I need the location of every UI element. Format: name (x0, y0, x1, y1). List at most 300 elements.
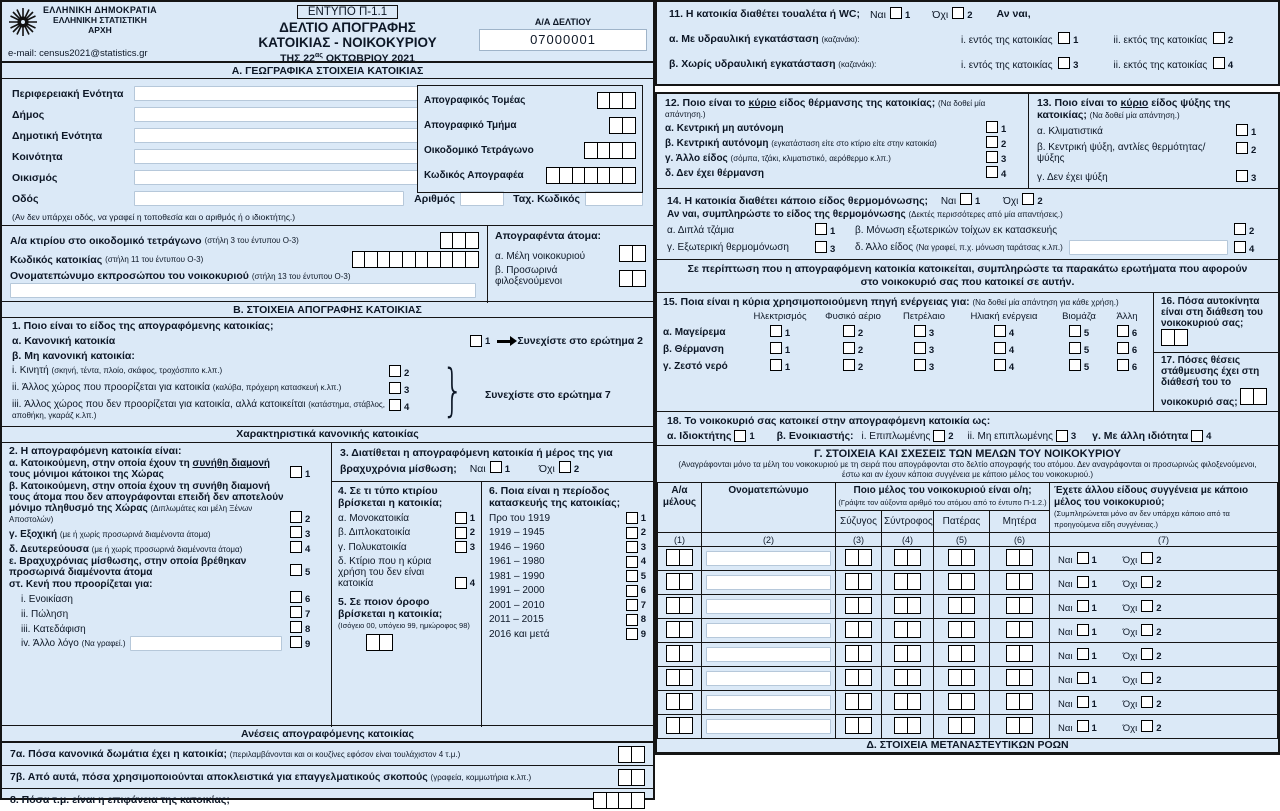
q14-option-c-checkbox[interactable] (815, 241, 827, 253)
member-name-input[interactable] (706, 719, 832, 734)
member-number-boxes[interactable] (666, 717, 693, 734)
other-relation-no-checkbox[interactable] (1141, 696, 1153, 708)
q4-option-a-checkbox[interactable] (455, 512, 467, 524)
energy-row (663, 325, 1147, 339)
section-a-title: Α. ΓΕΩΓΡΑΦΙΚΑ ΣΤΟΙΧΕΙΑ ΚΑΤΟΙΚΙΑΣ (2, 62, 653, 79)
digit-box[interactable] (631, 792, 645, 809)
member-name-input[interactable] (706, 551, 832, 566)
enumerated-persons-box (487, 226, 653, 303)
relation-number-boxes[interactable] (1006, 717, 1033, 734)
q1-item-ii-checkbox[interactable] (389, 382, 401, 394)
q1-item-iii-checkbox[interactable] (389, 399, 401, 411)
energy-checkbox[interactable] (843, 342, 855, 354)
q2-option-b-checkbox[interactable] (290, 511, 302, 523)
building-block-boxes[interactable] (584, 142, 636, 159)
other-relation-yes-checkbox[interactable] (1077, 672, 1089, 684)
dwelling-characteristics (2, 443, 653, 727)
digit-box[interactable] (1174, 329, 1188, 346)
member-number-boxes[interactable] (666, 621, 693, 638)
digit-box[interactable] (858, 549, 872, 566)
form-page-right (655, 0, 1280, 800)
normal-dwelling-subheader: Χαρακτηριστικά κανονικής κατοικίας (2, 426, 653, 443)
q14-option-a-checkbox[interactable] (815, 223, 827, 235)
member-number-boxes[interactable] (666, 693, 693, 710)
energy-checkbox[interactable] (1069, 325, 1081, 337)
q2-option-e-checkbox[interactable] (290, 564, 302, 576)
member-row (658, 691, 1278, 715)
energy-col-label: Άλλη (1116, 311, 1138, 322)
relation-number-boxes[interactable] (845, 549, 872, 566)
q2-st-iv-checkbox[interactable] (290, 636, 302, 648)
question-3 (332, 443, 653, 482)
q3-yes-checkbox[interactable] (490, 461, 502, 473)
digit-box[interactable] (679, 573, 693, 590)
digit-box[interactable] (858, 597, 872, 614)
form-header (2, 2, 653, 65)
energy-checkbox[interactable] (1117, 342, 1129, 354)
other-relation-yes-checkbox[interactable] (1077, 552, 1089, 564)
question-6-title: 6. Ποια είναι η περίοδος κατασκευής της κατοικίας; (489, 484, 621, 510)
option-number: 3 (928, 345, 935, 356)
cars-count-boxes[interactable] (1161, 329, 1188, 346)
q6-period-checkbox[interactable] (626, 585, 638, 597)
digit-box[interactable] (907, 573, 921, 590)
digit-box[interactable] (622, 142, 636, 159)
no-label: Όχι (1122, 650, 1138, 662)
col-number: (2) (702, 533, 836, 547)
household-members-boxes[interactable] (619, 245, 646, 262)
q14-yes-checkbox[interactable] (960, 193, 972, 205)
relation-number-boxes[interactable] (845, 597, 872, 614)
digit-box[interactable] (679, 717, 693, 734)
postal-code-input[interactable] (585, 191, 643, 206)
q2-option-a-checkbox[interactable] (290, 466, 302, 478)
q18-bi-checkbox[interactable] (933, 430, 945, 442)
parking-count-boxes[interactable] (1240, 388, 1267, 405)
q11-no-checkbox[interactable] (952, 7, 964, 19)
member-name-input[interactable] (706, 575, 832, 590)
digit-box[interactable] (907, 621, 921, 638)
yes-label: Ναι (1058, 602, 1073, 614)
no-label: Όχι (1122, 578, 1138, 590)
col-header-member-number: Α/α μέλους (662, 485, 697, 508)
digit-box[interactable] (961, 549, 975, 566)
question-13: 13. Ποιο είναι το κύριο είδος ψύξης της κατοικίας; (Να δοθεί μία απάντηση.) α. Κλιματιστικά 1 β. Κεντρική ψύξη, αντλίες θερμότητας/ψύξης 2 γ. Δεν έχει ψύξη 3 (1037, 97, 1257, 184)
no-label: Όχι (1122, 626, 1138, 638)
serial-number-box[interactable] (479, 29, 647, 51)
digit-box[interactable] (1019, 573, 1033, 590)
q2-st-ii-label: ii. Πώληση (21, 608, 69, 620)
q4-option-d-checkbox[interactable] (455, 577, 467, 589)
digit-box[interactable] (1019, 669, 1033, 686)
option-number: 6 (1131, 328, 1138, 339)
q14-option-d-checkbox[interactable] (1234, 241, 1246, 253)
member-number-boxes[interactable] (666, 669, 693, 686)
energy-checkbox[interactable] (770, 359, 782, 371)
q11-yes-checkbox[interactable] (890, 7, 902, 19)
energy-checkbox[interactable] (1069, 342, 1081, 354)
relation-number-boxes[interactable] (894, 669, 921, 686)
yes-label: Ναι (1058, 554, 1073, 566)
relation-number-boxes[interactable] (845, 621, 872, 638)
q4-option-c-checkbox[interactable] (455, 541, 467, 553)
q2-option-b-label: β. Κατοικούμενη, στην οποία έχουν τη συνήθη διαμονή τους άτομα που δεν απογράφονται επειδή δεν αποτελούν μόνιμο πληθυσμό της Χώρας (9, 480, 284, 514)
relation-number-boxes[interactable] (948, 597, 975, 614)
digit-box[interactable] (907, 669, 921, 686)
digit-box[interactable] (907, 597, 921, 614)
energy-checkbox[interactable] (994, 342, 1006, 354)
q11-bii-checkbox[interactable] (1213, 57, 1225, 69)
q3-no-checkbox[interactable] (559, 461, 571, 473)
member-number-boxes[interactable] (666, 573, 693, 590)
energy-checkbox[interactable] (1069, 359, 1081, 371)
q11-bi-checkbox[interactable] (1058, 57, 1070, 69)
relation-number-boxes[interactable] (894, 621, 921, 638)
digit-box[interactable] (907, 645, 921, 662)
energy-col-label: Ηλεκτρισμός (753, 311, 807, 322)
digit-box[interactable] (679, 693, 693, 710)
form-code: ΕΝΤΥΠΟ Π-1.1 (297, 5, 398, 19)
energy-use-label: β. Θέρμανση (663, 343, 724, 355)
digit-box[interactable] (907, 693, 921, 710)
q4-option-d-label: δ. Κτίριο που η κύρια χρήση του δεν είναι κατοικία (338, 555, 432, 589)
q13-option-a-checkbox[interactable] (1236, 124, 1248, 136)
digit-box[interactable] (858, 717, 872, 734)
amenities-subheader: Ανέσεις απογραφόμενης κατοικίας (2, 725, 653, 742)
digit-box[interactable] (622, 117, 636, 134)
member-row (658, 547, 1278, 571)
other-relation-yes-checkbox[interactable] (1077, 696, 1089, 708)
q2-st-iv-label: iv. Άλλο λόγο (21, 637, 79, 649)
q12-option-a-checkbox[interactable] (986, 121, 998, 133)
member-number-boxes[interactable] (666, 597, 693, 614)
energy-checkbox[interactable] (914, 342, 926, 354)
relation-number-boxes[interactable] (1006, 693, 1033, 710)
q13-option-a-label: α. Κλιματιστικά (1037, 125, 1103, 137)
q18-bii-label: ii. Μη επιπλωμένης (967, 430, 1053, 442)
relation-number-boxes[interactable] (1006, 621, 1033, 638)
question-3-title: 3. Διατίθεται η απογραφόμενη κατοικία ή μέρος της για βραχυχρόνια μίσθωση; (340, 446, 613, 475)
yes-number: 1 (1091, 554, 1097, 566)
relation-number-boxes[interactable] (894, 645, 921, 662)
digit-box[interactable] (961, 693, 975, 710)
option-number: 1 (784, 328, 791, 339)
q6-period-checkbox[interactable] (626, 512, 638, 524)
q4-option-b-checkbox[interactable] (455, 527, 467, 539)
q4-option-a-label: α. Μονοκατοικία (338, 512, 410, 524)
q1-option-b-label: β. Μη κανονική κατοικία: (12, 350, 135, 363)
other-relation-yes-checkbox[interactable] (1077, 624, 1089, 636)
surface-area-boxes[interactable] (593, 792, 645, 809)
q18-bii-checkbox[interactable] (1056, 430, 1068, 442)
q6-period-label: 1961 – 1980 (489, 556, 545, 568)
relation-number-boxes[interactable] (845, 693, 872, 710)
temporary-guests-boxes[interactable] (619, 270, 646, 287)
subcol-father: Πατέρας (934, 511, 990, 533)
serial-value: 07000001 (530, 32, 596, 47)
member-number-boxes[interactable] (666, 549, 693, 566)
q11-bi-label: i. εντός της κατοικίας (961, 60, 1053, 71)
digit-box[interactable] (679, 645, 693, 662)
digit-box[interactable] (961, 717, 975, 734)
q2-other-reason-input[interactable] (130, 636, 282, 651)
temporary-guests-label-line1: β. Προσωρινά (495, 265, 558, 276)
digit-box[interactable] (632, 270, 646, 287)
q18-option-c-checkbox[interactable] (1191, 430, 1203, 442)
q2-st-ii-checkbox[interactable] (290, 606, 302, 618)
digit-box[interactable] (1019, 645, 1033, 662)
relation-number-boxes[interactable] (1006, 573, 1033, 590)
section-b-title: Β. ΣΤΟΙΧΕΙΑ ΑΠΟΓΡΑΦΗΣ ΚΑΤΟΙΚΙΑΣ (2, 301, 653, 318)
relation-number-boxes[interactable] (948, 621, 975, 638)
question-15-title: 15. Ποια είναι η κύρια χρησιμοποιούμενη πηγή ενέργειας για: (663, 296, 970, 308)
other-relation-no-checkbox[interactable] (1141, 672, 1153, 684)
settlement-input[interactable] (134, 170, 418, 185)
member-name-input[interactable] (706, 671, 832, 686)
digit-box[interactable] (1019, 621, 1033, 638)
q1-item-iii-label: iii. Άλλος χώρος που δεν προορίζεται για κατοικία, αλλά κατοικείται (12, 399, 306, 411)
q2-option-c-checkbox[interactable] (290, 526, 302, 538)
q6-period-label: 1981 – 1990 (489, 570, 545, 582)
street-number-input[interactable] (460, 191, 504, 206)
q1-option-a-checkbox[interactable] (470, 335, 482, 347)
q14-option-b-checkbox[interactable] (1234, 223, 1246, 235)
digit-box[interactable] (679, 597, 693, 614)
member-name-input[interactable] (706, 695, 832, 710)
option-number: 6 (1131, 362, 1138, 373)
rooms-count-boxes[interactable] (618, 746, 645, 763)
question-14: 14. Η κατοικία διαθέτει κάποιο είδος θερμομόνωσης; Ναι 1 Όχι 2 Αν ναι, συμπληρώστε το είδος της θερμομόνωσης (Δεκτές περισσότερες από μία απαντήσεις.) α. Διπλά τζάμια 1 β. Μόνωση εξωτερικών τοίχων εκ κατασκευής 2 γ. Εξωτερική θερμομόνωση 3 δ. Άλλο είδος (Να γραφεί, π.χ. μόνωση ταράτσας κ.λπ.) 4 (657, 189, 1278, 260)
energy-checkbox[interactable] (914, 325, 926, 337)
yes-number: 1 (1091, 578, 1097, 590)
digit-box[interactable] (631, 769, 645, 786)
digit-box[interactable] (858, 621, 872, 638)
representative-name-input[interactable] (10, 283, 476, 298)
relation-number-boxes[interactable] (948, 669, 975, 686)
digit-box[interactable] (907, 549, 921, 566)
col-header-name: Ονοματεπώνυμο (728, 485, 809, 496)
q6-period-checkbox[interactable] (626, 541, 638, 553)
relation-number-boxes[interactable] (948, 573, 975, 590)
q2-option-st-label: στ. Κενή που προορίζεται για: (9, 578, 153, 590)
other-relation-no-checkbox[interactable] (1141, 720, 1153, 732)
digit-box[interactable] (679, 621, 693, 638)
other-relation-yes-checkbox[interactable] (1077, 576, 1089, 588)
energy-col-label: Ηλιακή ενέργεια (970, 311, 1038, 322)
yes-label: Ναι (1058, 626, 1073, 638)
digit-box[interactable] (907, 717, 921, 734)
q14-option-d-label: δ. Άλλο είδος (855, 242, 914, 253)
member-name-input[interactable] (706, 623, 832, 638)
member-name-input[interactable] (706, 599, 832, 614)
enumerator-code-boxes[interactable] (546, 167, 636, 184)
question-2: 2. Η απογραφόμενη κατοικία είναι: α. Κατοικούμενη, στην οποία έχουν τη συνήθη διαμονή τους μόνιμοι κάτοικοι της Χώρας 1 β. Κατοικούμενη, στην οποία έχουν τη συνήθη διαμονή τους άτομα που δεν απογράφονται επειδή δεν αποτελούν μόνιμο πληθυσμό της Χώρας (Διπλωμάτες και μέλη Ξένων Αποστολών) 2 γ. Εξοχική (με ή χωρίς προσωρινά διαμένοντα άτομα) 3 δ. Δευτερεύουσα (με ή χωρίς προσωρινά διαμένοντα άτομα) 4 ε. Βραχυχρόνιας μίσθωσης, στην οποία βρέθηκαν προσωρινά διαμένοντα άτομα 5 στ. Κενή που προορίζεται για: i. Ενοικίαση 6 ii. Πώληση 7 iii. Κατεδάφιση 8 iv. Άλλο λόγο (Να γραφεί.) 9 (2, 443, 332, 727)
digit-box[interactable] (961, 597, 975, 614)
other-relation-no-checkbox[interactable] (1141, 648, 1153, 660)
member-row (658, 643, 1278, 667)
relation-number-boxes[interactable] (948, 693, 975, 710)
digit-box[interactable] (1019, 693, 1033, 710)
relation-number-boxes[interactable] (894, 597, 921, 614)
q6-period-checkbox[interactable] (626, 527, 638, 539)
digit-box[interactable] (858, 669, 872, 686)
q14-option-a-label: α. Διπλά τζάμια (667, 224, 735, 236)
q14-other-type-input[interactable] (1069, 240, 1228, 255)
yes-number: 1 (1091, 602, 1097, 614)
floor-number-boxes[interactable] (366, 634, 393, 651)
q1-item-i-label: i. Κινητή (12, 365, 49, 377)
q1-option-a-label: α. Κανονική κατοικία (12, 335, 116, 348)
energy-checkbox[interactable] (1117, 359, 1129, 371)
relation-number-boxes[interactable] (894, 717, 921, 734)
digit-box[interactable] (961, 573, 975, 590)
other-relation-yes-checkbox[interactable] (1077, 600, 1089, 612)
q12-option-c-checkbox[interactable] (986, 151, 998, 163)
q2-option-d-checkbox[interactable] (290, 541, 302, 553)
member-number-boxes[interactable] (666, 645, 693, 662)
q12-option-d-label: δ. Δεν έχει θέρμανση (665, 167, 764, 179)
q6-period-checkbox[interactable] (626, 556, 638, 568)
digit-box[interactable] (1019, 549, 1033, 566)
q12-option-b-label: β. Κεντρική αυτόνομη (665, 137, 769, 149)
dwelling-code-boxes[interactable] (352, 251, 479, 268)
relation-number-boxes[interactable] (894, 549, 921, 566)
digit-box[interactable] (961, 645, 975, 662)
relation-number-boxes[interactable] (948, 549, 975, 566)
member-name-input[interactable] (706, 647, 832, 662)
energy-checkbox[interactable] (843, 325, 855, 337)
relation-number-boxes[interactable] (1006, 645, 1033, 662)
energy-col-label: Πετρέλαιο (903, 311, 945, 322)
digit-box[interactable] (1253, 388, 1267, 405)
other-relation-yes-checkbox[interactable] (1077, 648, 1089, 660)
regional-unit-input[interactable] (134, 86, 418, 101)
energy-checkbox[interactable] (843, 359, 855, 371)
q11-bii-label: ii. εκτός της κατοικίας (1113, 60, 1208, 71)
option-number: 6 (1131, 345, 1138, 356)
q6-period-checkbox[interactable] (626, 614, 638, 626)
relation-number-boxes[interactable] (894, 573, 921, 590)
q12-option-d-checkbox[interactable] (986, 166, 998, 178)
relation-number-boxes[interactable] (845, 573, 872, 590)
digit-box[interactable] (679, 669, 693, 686)
digit-box[interactable] (961, 669, 975, 686)
other-relation-yes-checkbox[interactable] (1077, 720, 1089, 732)
q11-ai-checkbox[interactable] (1058, 32, 1070, 44)
member-row (658, 667, 1278, 691)
relation-number-boxes[interactable] (1006, 669, 1033, 686)
digit-box[interactable] (679, 549, 693, 566)
col-number: (3) (836, 533, 882, 547)
relation-number-boxes[interactable] (1006, 549, 1033, 566)
subcol-mother: Μητέρα (990, 511, 1050, 533)
digit-box[interactable] (465, 232, 479, 249)
relation-number-boxes[interactable] (845, 645, 872, 662)
q2-st-iii-label: iii. Κατεδάφιση (21, 623, 86, 635)
relation-number-boxes[interactable] (1006, 597, 1033, 614)
q13-option-b-checkbox[interactable] (1236, 142, 1248, 154)
field-label-municipality: Δήμος (12, 108, 45, 121)
building-serial-boxes[interactable] (440, 232, 479, 249)
q12-option-a-label: α. Κεντρική μη αυτόνομη (665, 122, 784, 134)
other-relation-no-checkbox[interactable] (1141, 600, 1153, 612)
q2-st-iii-checkbox[interactable] (290, 621, 302, 633)
q12-option-b-checkbox[interactable] (986, 136, 998, 148)
digit-box[interactable] (858, 693, 872, 710)
q13-option-c-checkbox[interactable] (1236, 170, 1248, 182)
digit-box[interactable] (622, 167, 636, 184)
relation-number-boxes[interactable] (845, 669, 872, 686)
q6-period-checkbox[interactable] (626, 570, 638, 582)
digit-box[interactable] (1019, 597, 1033, 614)
professional-rooms-boxes[interactable] (618, 769, 645, 786)
q11-aii-checkbox[interactable] (1213, 32, 1225, 44)
energy-use-label: γ. Ζεστό νερό (663, 360, 728, 372)
q6-period-label: 2001 – 2010 (489, 599, 545, 611)
other-relation-no-checkbox[interactable] (1141, 624, 1153, 636)
q14-no-checkbox[interactable] (1022, 193, 1034, 205)
q18-option-a-checkbox[interactable] (734, 430, 746, 442)
digit-box[interactable] (631, 746, 645, 763)
energy-checkbox[interactable] (994, 325, 1006, 337)
enumerator-code-label: Κωδικός Απογραφέα (424, 170, 524, 181)
relation-number-boxes[interactable] (948, 645, 975, 662)
municipal-unit-input[interactable] (134, 128, 418, 143)
q6-period-checkbox[interactable] (626, 599, 638, 611)
energy-checkbox[interactable] (914, 359, 926, 371)
section-d-title: Δ. ΣΤΟΙΧΕΙΑ ΜΕΤΑΝΑΣΤΕΥΤΙΚΩΝ ΡΟΩΝ (657, 737, 1278, 753)
q2-st-i-checkbox[interactable] (290, 591, 302, 603)
digit-box[interactable] (379, 634, 393, 651)
digit-box[interactable] (622, 92, 636, 109)
census-section-boxes[interactable] (609, 117, 636, 134)
digit-box[interactable] (961, 621, 975, 638)
q4-option-c-label: γ. Πολυκατοικία (338, 541, 407, 553)
question-4-title: 4. Σε τι τύπο κτιρίου βρίσκεται η κατοικία; (338, 484, 443, 510)
q6-period-label: Προ του 1919 (489, 512, 551, 524)
street-input[interactable] (134, 191, 404, 206)
no-label: Όχι (1122, 602, 1138, 614)
member-row (658, 595, 1278, 619)
energy-checkbox[interactable] (1117, 325, 1129, 337)
energy-checkbox[interactable] (770, 342, 782, 354)
other-relation-no-checkbox[interactable] (1141, 576, 1153, 588)
relation-number-boxes[interactable] (948, 717, 975, 734)
digit-box[interactable] (632, 245, 646, 262)
other-relation-no-checkbox[interactable] (1141, 552, 1153, 564)
municipality-input[interactable] (134, 107, 418, 122)
energy-checkbox[interactable] (994, 359, 1006, 371)
q1-item-ii-label: ii. Άλλος χώρος που προορίζεται για κατοικία (12, 382, 210, 394)
question-7b: 7β. Από αυτά, πόσα χρησιμοποιούνται αποκλειστικά για επαγγελματικούς σκοπούς (γραφεία, κομμωτήρια κ.λπ.) (2, 765, 653, 788)
q6-period-checkbox[interactable] (626, 628, 638, 640)
q1-item-i-checkbox[interactable] (389, 365, 401, 377)
q4-option-b-label: β. Διπλοκατοικία (338, 527, 411, 539)
relation-number-boxes[interactable] (845, 717, 872, 734)
option-number: 5 (1083, 362, 1090, 373)
digit-box[interactable] (858, 645, 872, 662)
digit-box[interactable] (858, 573, 872, 590)
energy-checkbox[interactable] (770, 325, 782, 337)
digit-box[interactable] (1019, 717, 1033, 734)
census-sector-boxes[interactable] (597, 92, 636, 109)
digit-box[interactable] (465, 251, 479, 268)
census-sector-label: Απογραφικός Τομέας (424, 95, 526, 106)
community-input[interactable] (134, 149, 418, 164)
contact-email: e-mail: census2021@statistics.gr (8, 48, 148, 59)
option-number: 2 (857, 362, 864, 373)
relation-number-boxes[interactable] (894, 693, 921, 710)
